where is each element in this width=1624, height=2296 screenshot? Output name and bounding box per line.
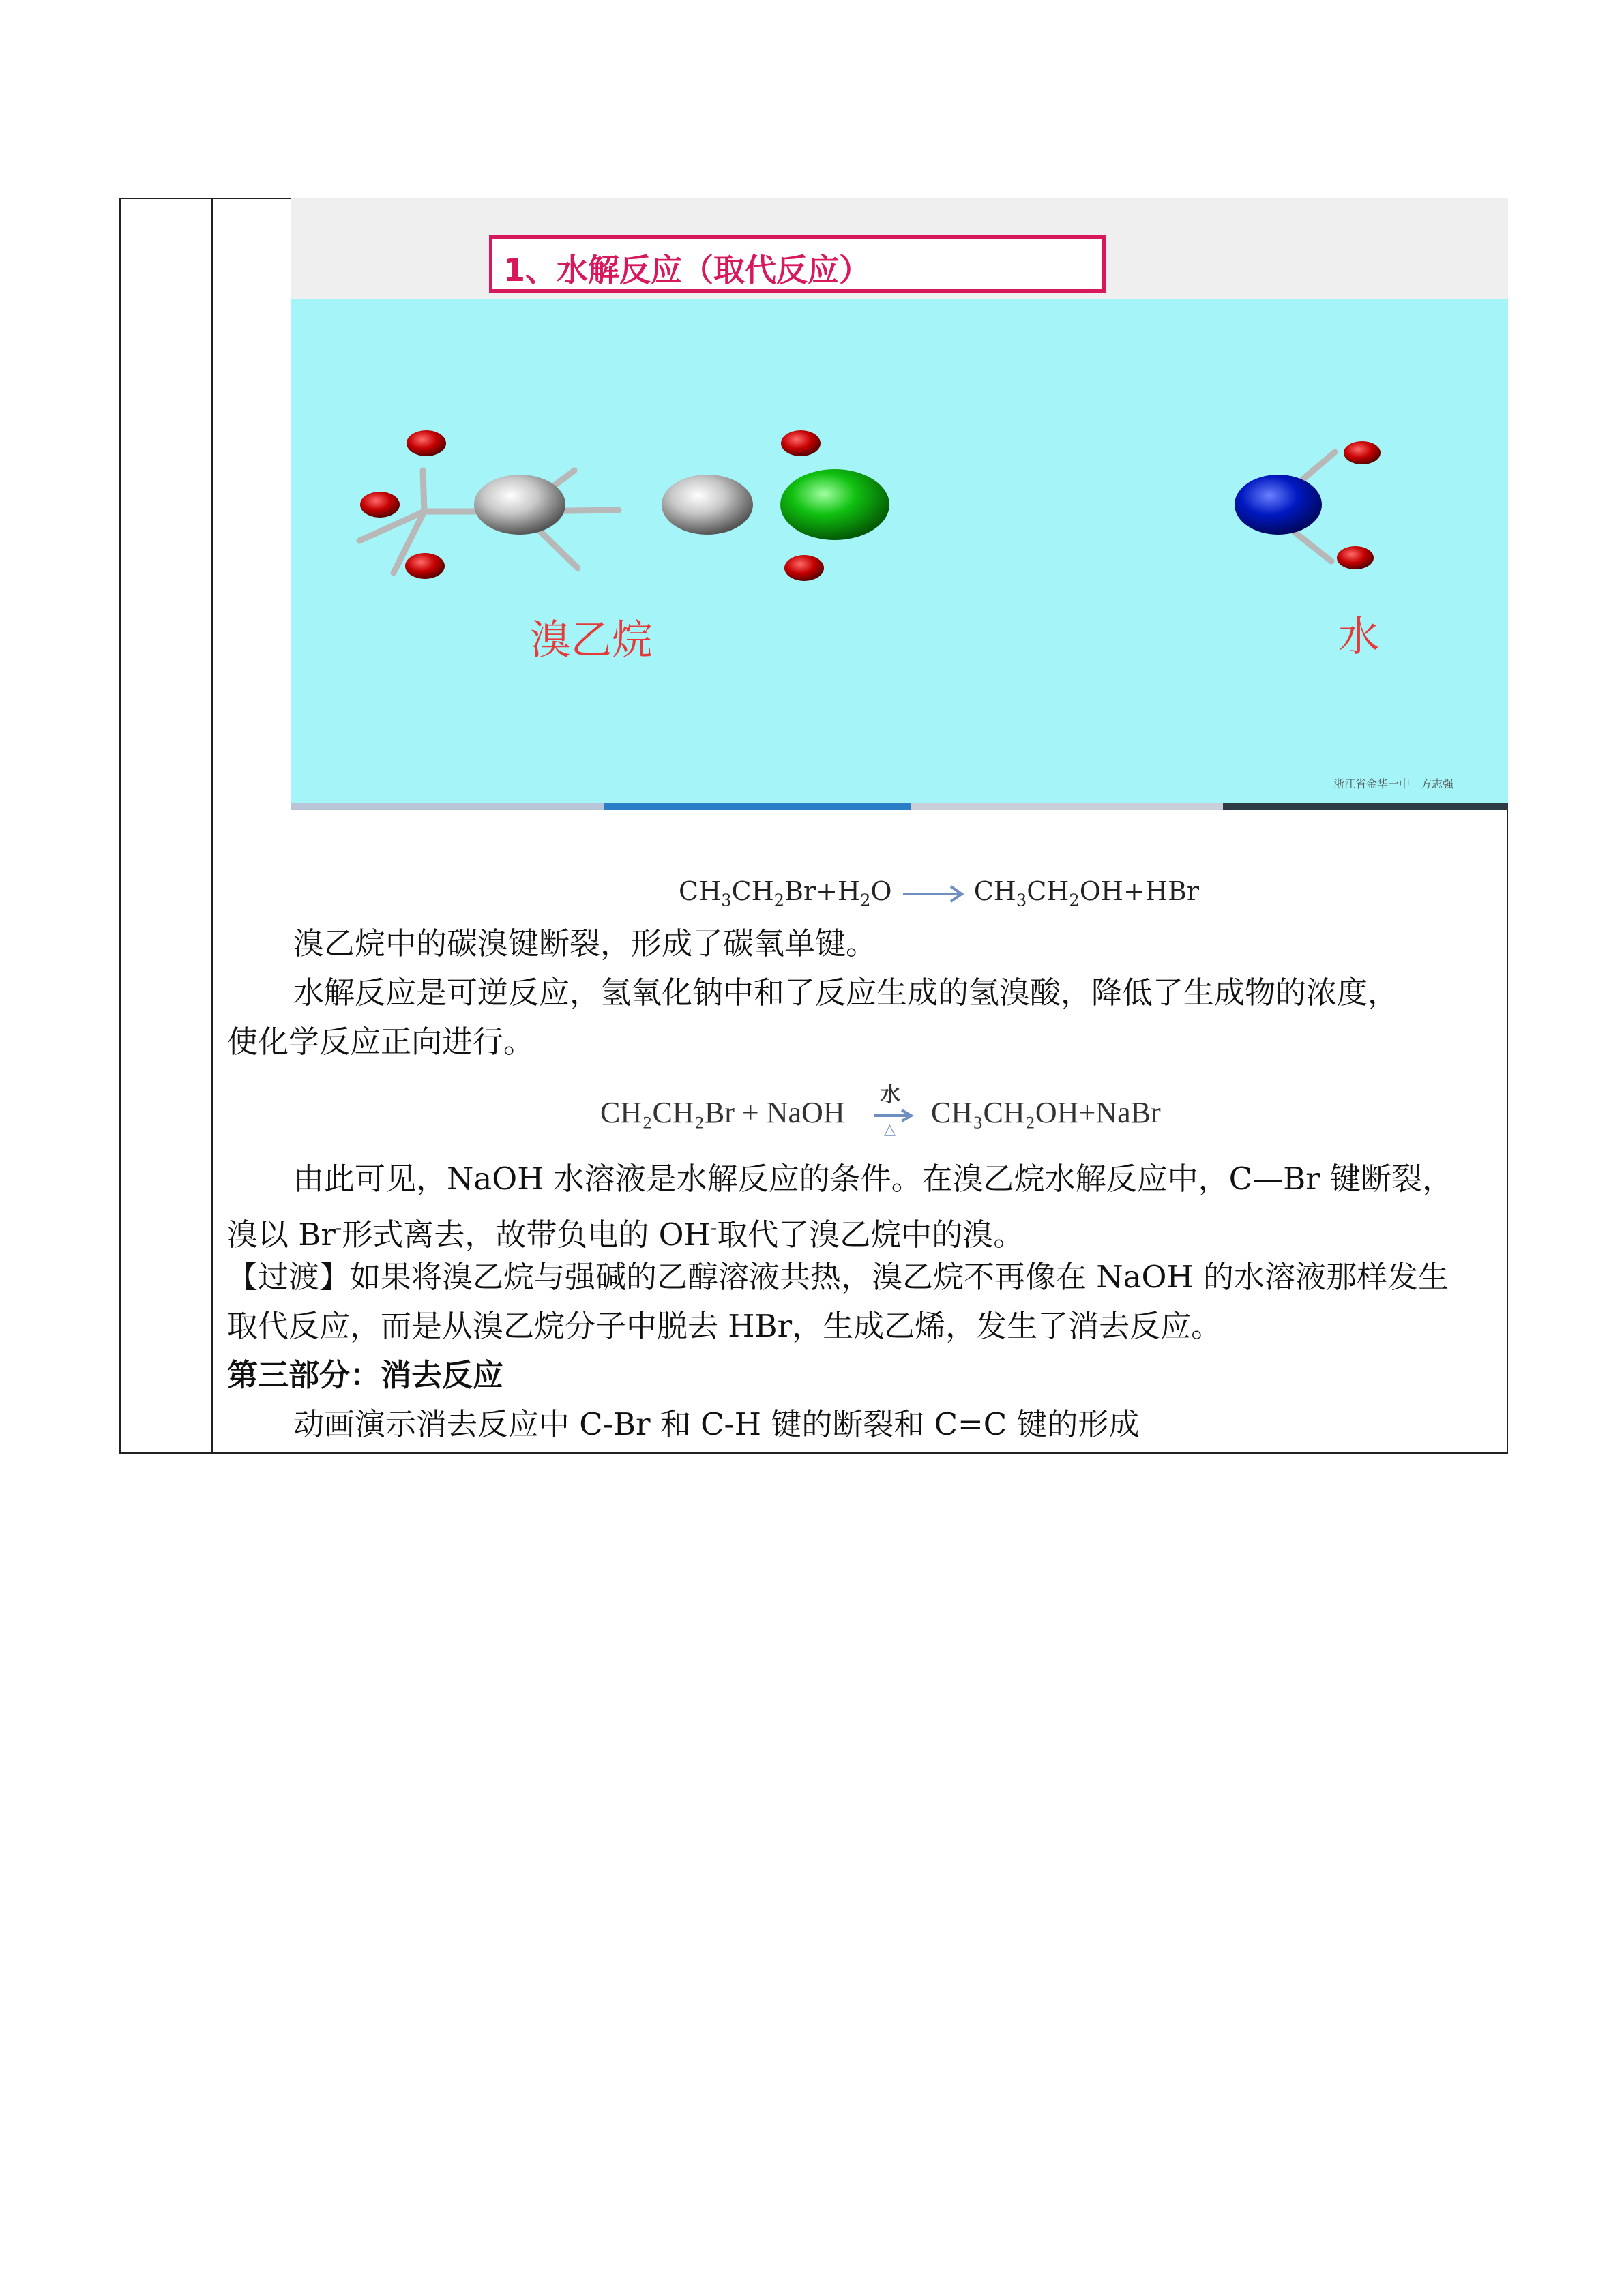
hydrogen-atom [1337, 546, 1374, 569]
slide-title: 1、水解反应（取代反应） [503, 252, 871, 288]
hydrogen-atom [1344, 441, 1381, 464]
carbon-atom [662, 475, 753, 535]
text-segment: 溴以 Br [227, 1217, 336, 1253]
slide-body [291, 299, 1508, 803]
slide-credit: 浙江省金华一中 方志强 [1333, 777, 1453, 790]
molecule-diagram [291, 299, 1508, 803]
paragraph-bond-break: 溴乙烷中的碳溴键断裂，形成了碳氧单键。 [293, 925, 877, 961]
equation2-condition-top: 水 [880, 1083, 900, 1107]
slide-image [291, 198, 1508, 813]
superscript: - [335, 1217, 342, 1239]
water-label: 水 [1338, 613, 1379, 661]
equation2-lhs: CH₂CH₂Br + NaOH [600, 1096, 845, 1129]
bromine-atom [780, 469, 889, 540]
equation-lhs: $CH_3CH_2Br+H_2O$ [679, 876, 892, 910]
paragraph-naoh-condition: 由此可见，NaOH 水溶液是水解反应的条件。在溴乙烷水解反应中，C—Br 键断裂， [293, 1161, 1453, 1197]
section-heading: 第三部分：消去反应 [227, 1357, 504, 1393]
equation-hydrolysis-naoh [600, 1077, 1187, 1146]
paragraph-transition-a: 【过渡】如果将溴乙烷与强碱的乙醇溶液共热，溴乙烷不再像在 NaOH 的水溶液那样发生 [227, 1259, 1449, 1295]
paragraph-reversible-a: 水解反应是可逆反应，氢氧化钠中和了反应生成的氢溴酸，降低了生成物的浓度， [293, 974, 1399, 1011]
paragraph-bromide-leaves [227, 1204, 1024, 1259]
equation2-condition-bottom: △ [884, 1121, 896, 1138]
hydrogen-atom [407, 430, 446, 456]
superscript: - [710, 1217, 718, 1239]
slide-title-box [489, 235, 1106, 293]
text-segment: 取代了溴乙烷中的溴。 [717, 1217, 1024, 1253]
hydrogen-atom [781, 430, 821, 456]
equation-rhs: $CH_3CH_2OH+HBr$ [973, 876, 1200, 910]
slide-footer-bars [291, 803, 1508, 810]
equation-hydrolysis-water [679, 876, 1199, 910]
paragraph-reversible-b: 使化学反应正向进行。 [227, 1024, 535, 1060]
arrow-icon [873, 1109, 914, 1122]
arrow-icon [902, 884, 964, 904]
equation2-rhs: CH₃CH₂OH+NaBr [931, 1096, 1161, 1129]
bromoethane-label: 溴乙烷 [530, 616, 653, 664]
oxygen-atom [1235, 475, 1322, 535]
hydrogen-atom [784, 555, 824, 581]
hydrogen-atom [405, 553, 445, 579]
column-divider [211, 199, 213, 1452]
text-segment: 形式离去，故带负电的 OH [342, 1217, 711, 1253]
slide-header [291, 198, 1508, 299]
paragraph-animation-demo: 动画演示消去反应中 C-Br 和 C-H 键的断裂和 C=C 键的形成 [293, 1406, 1140, 1442]
carbon-atom [474, 475, 565, 535]
hydrogen-atom [360, 492, 400, 518]
paragraph-transition-b: 取代反应，而是从溴乙烷分子中脱去 HBr，生成乙烯，发生了消去反应。 [227, 1308, 1222, 1344]
